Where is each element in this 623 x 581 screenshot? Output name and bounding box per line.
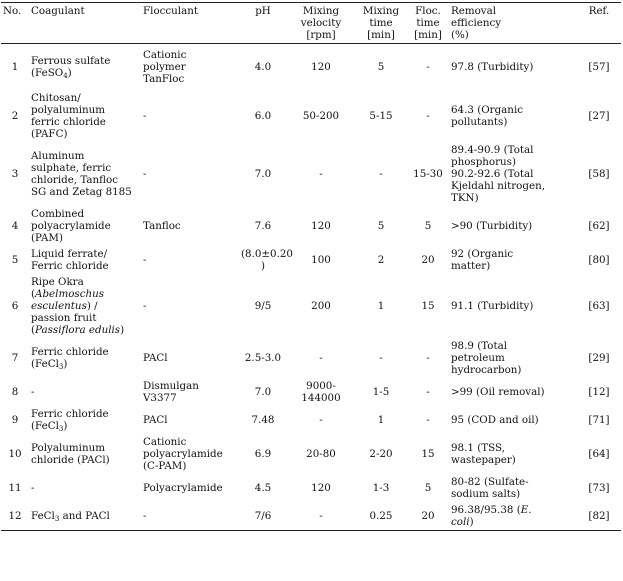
cell-removal-efficiency: 64.3 (Organic pollutants) [451,103,524,128]
cell-ref: [29] [588,351,610,364]
cell-ref: [58] [588,167,610,180]
cell-mixing-time: 1-5 [372,385,390,398]
cell-coagulant: Chitosan/ polyaluminum ferric chloride (PAFC) [31,91,106,140]
cell-no: 7 [11,351,19,364]
cell-coagulant: Ferrous sulfate (FeSO$_4$) [31,54,111,80]
cell-removal-efficiency: 80-82 (Sulfate- sodium salts) [451,475,529,500]
cell-flocculant: Cationic polyacrylamide (C-PAM) [143,435,223,472]
cell-flocculant: Tanfloc [143,219,181,232]
cell-flocculant: PACl [143,351,168,364]
table-row [1,434,621,474]
cell-mixing-velocity: - [319,351,323,364]
cell-mixing-velocity: 50-200 [302,109,340,122]
cell-floc-time: - [426,413,430,426]
cell-flocculant: Polyacrylamide [143,481,223,494]
cell-mixing-time: - [379,167,383,180]
cell-flocculant: - [143,509,147,522]
cell-floc-time: - [426,60,430,73]
cell-removal-efficiency: 98.9 (Total petroleum hydrocarbon) [451,339,522,376]
cell-ref: [27] [588,109,610,122]
cell-removal-efficiency: >90 (Turbidity) [451,219,533,232]
cell-mixing-time: 2 [377,253,385,266]
cell-ref: [63] [588,299,610,312]
cell-flocculant: Dismulgan V3377 [143,379,199,404]
cell-no: 9 [11,413,19,426]
cell-mixing-velocity: 100 [311,253,331,266]
cell-removal-efficiency: 97.8 (Turbidity) [451,60,534,73]
cell-ph: 7.6 [254,219,272,232]
cell-floc-time: 20 [421,253,435,266]
cell-ph: 7.0 [254,385,272,398]
cell-ref: [62] [588,219,610,232]
cell-mixing-time: 5 [377,219,385,232]
cell-no: 3 [11,167,19,180]
cell-no: 6 [11,299,19,312]
cell-coagulant: Liquid ferrate/ Ferric chloride [31,247,109,272]
cell-mixing-velocity: 20-80 [306,447,336,460]
cell-coagulant: Aluminum sulphate, ferric chloride, Tanfloc SG and Zetag 8185 [31,149,132,198]
cell-mixing-velocity: - [319,413,323,426]
cell-ph: 7/6 [254,509,272,522]
cell-removal-efficiency: 95 (COD and oil) [451,413,539,426]
cell-coagulant: - [31,481,35,494]
cell-ref: [64] [588,447,610,460]
cell-ph: 6.0 [254,109,272,122]
cell-removal-efficiency: >99 (Oil removal) [451,385,545,398]
table-row [1,502,621,531]
cell-mixing-velocity: - [319,167,323,180]
cell-ref: [57] [588,60,610,73]
table-row [1,206,621,246]
cell-mixing-velocity: 120 [311,219,331,232]
coagulation-table-container [1,2,621,531]
table-row [1,378,621,406]
cell-floc-time: 15 [421,447,435,460]
cell-mixing-time: 5 [377,60,385,73]
cell-no: 12 [8,509,22,522]
cell-mixing-time: 2-20 [369,447,393,460]
header-row [1,3,621,44]
cell-ref: [82] [588,509,610,522]
cell-no: 2 [11,109,19,122]
cell-mixing-time: 1 [377,299,385,312]
cell-no: 4 [11,219,19,232]
cell-floc-time: 5 [424,481,432,494]
cell-mixing-velocity: 200 [311,299,331,312]
cell-ph: (8.0±0.20 ) [241,247,293,272]
cell-floc-time: - [426,385,430,398]
table-row [1,474,621,502]
cell-ph: 7.48 [251,413,275,426]
table-row [1,406,621,434]
cell-removal-efficiency: 91.1 (Turbidity) [451,299,534,312]
cell-no: 11 [8,481,22,494]
cell-no: 1 [11,60,19,73]
table-row [1,274,621,338]
cell-removal-efficiency: 96.38/95.38 (E. coli) [451,503,532,528]
cell-floc-time: 5 [424,219,432,232]
header-no: No. [3,5,22,17]
cell-ph: 9/5 [254,299,272,312]
table-row [1,246,621,274]
cell-floc-time: 15 [421,299,435,312]
header-mixing-velocity: Mixing velocity [rpm] [300,5,342,41]
cell-flocculant: Cationic polymer TanFloc [143,48,187,85]
cell-flocculant: - [143,253,147,266]
header-flocculant: Flocculant [143,5,199,17]
cell-ref: [71] [588,413,610,426]
cell-removal-efficiency: 89.4-90.9 (Total phosphorus) 90.2-92.6 (Total Kjeldahl nitrogen, TKN) [451,143,545,204]
cell-mixing-velocity: - [319,509,323,522]
cell-coagulant: Ripe Okra (Abelmoschus esculentus) / passion fruit (Passiflora edulis) [31,275,125,336]
cell-floc-time: 15-30 [413,167,443,180]
cell-ph: 2.5-3.0 [244,351,282,364]
table-row [1,142,621,206]
cell-flocculant: - [143,109,147,122]
cell-no: 10 [8,447,22,460]
cell-coagulant: - [31,385,35,398]
table-row [1,44,621,90]
cell-floc-time: - [426,109,430,122]
cell-coagulant: Combined polyacrylamide (PAM) [31,207,111,244]
cell-no: 8 [11,385,19,398]
table-row [1,90,621,142]
cell-mixing-time: 5-15 [369,109,393,122]
coagulation-flocculation-table [1,2,621,531]
cell-ref: [73] [588,481,610,494]
table-row [1,338,621,378]
cell-removal-efficiency: 98.1 (TSS, wastepaper) [451,441,516,466]
cell-floc-time: - [426,351,430,364]
header-ph: pH [255,5,271,17]
cell-ph: 6.9 [254,447,272,460]
header-removal-efficiency: Removal efficiency (%) [451,5,502,41]
cell-mixing-time: 1-3 [372,481,390,494]
cell-floc-time: 20 [421,509,435,522]
cell-no: 5 [11,253,19,266]
cell-ph: 7.0 [254,167,272,180]
header-coagulant: Coagulant [31,5,85,17]
cell-ref: [12] [588,385,610,398]
cell-flocculant: - [143,167,147,180]
cell-mixing-velocity: 120 [311,481,331,494]
cell-ph: 4.5 [254,481,272,494]
cell-coagulant: Polyaluminum chloride (PACl) [31,441,110,466]
cell-mixing-time: 1 [377,413,385,426]
cell-mixing-velocity: 120 [311,60,331,73]
cell-mixing-time: - [379,351,383,364]
header-mixing-time: Mixing time [min] [362,5,400,41]
cell-coagulant: Ferric chloride (FeCl$_3$) [31,345,109,371]
header-floc-time: Floc. time [min] [414,5,442,41]
cell-flocculant: - [143,299,147,312]
cell-flocculant: PACl [143,413,168,426]
cell-coagulant: Ferric chloride (FeCl$_3$) [31,407,109,433]
table-body [1,44,621,531]
cell-mixing-time: 0.25 [369,509,393,522]
cell-ph: 4.0 [254,60,272,73]
cell-removal-efficiency: 92 (Organic matter) [451,247,514,272]
header-ref: Ref. [588,5,610,17]
cell-mixing-velocity: 9000-144000 [301,379,341,404]
cell-ref: [80] [588,253,610,266]
cell-coagulant: FeCl$_3$ and PACl [31,509,110,523]
